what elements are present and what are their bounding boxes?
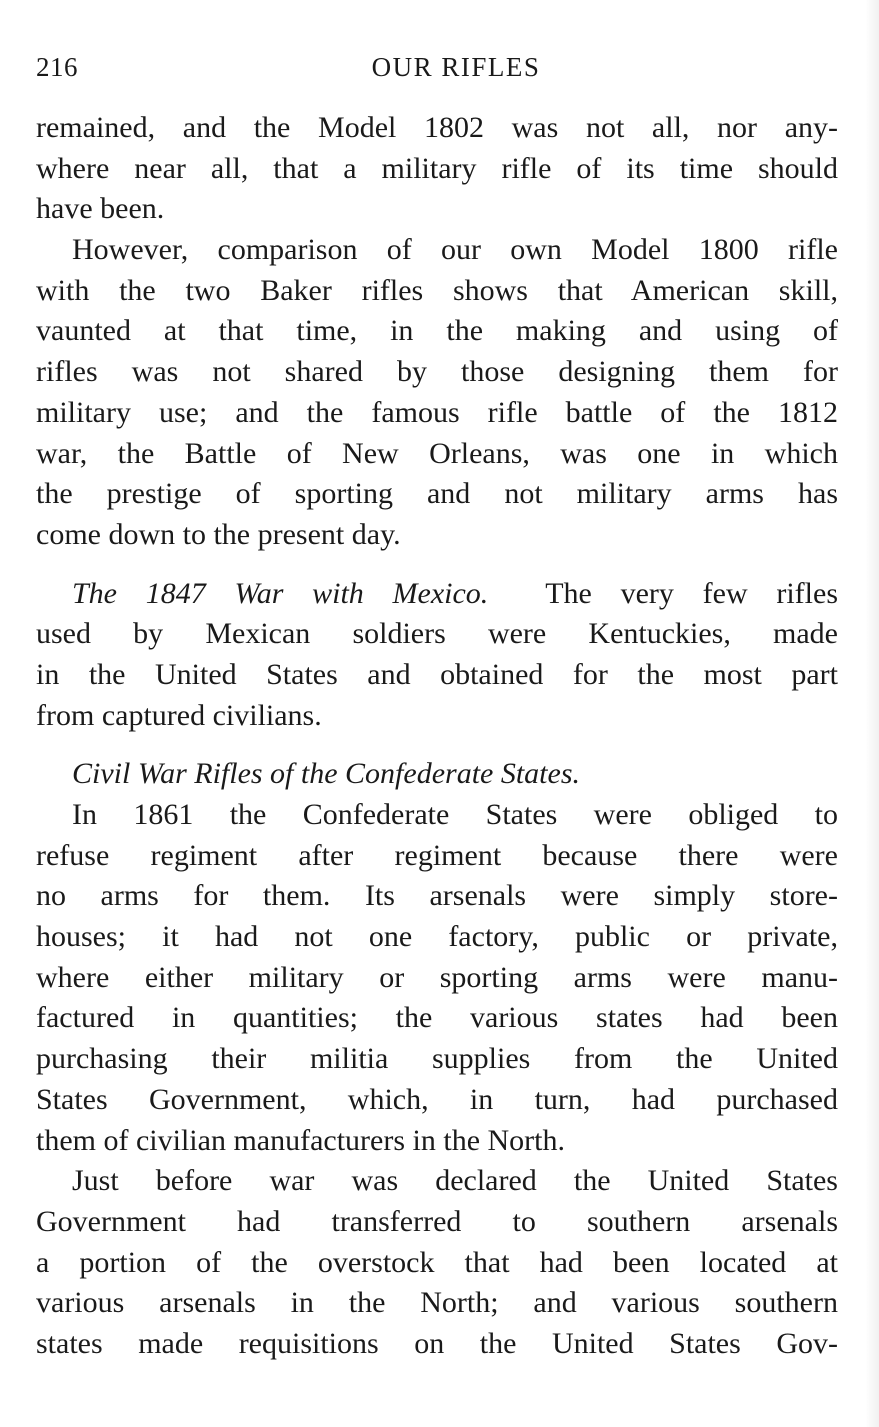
paragraph: [36, 795, 838, 1161]
text-line: States Government, which, in turn, had purchased: [36, 1082, 838, 1116]
text-line: used by Mexican soldiers were Kentuckies, made: [36, 617, 838, 651]
text-line: rifles was not shared by those designing them for: [36, 355, 838, 389]
text-line: factured in quantities; the various states had been: [36, 1001, 838, 1035]
text-line: in the United States and obtained for the most part: [36, 657, 838, 691]
body-text: [36, 108, 838, 1365]
text-line: vaunted at that time, in the making and using of: [36, 314, 838, 348]
text-line: have been.: [36, 192, 165, 226]
text-line: states made requisitions on the United States Gov-: [36, 1326, 838, 1360]
heading-continuation: The very few rifles: [545, 576, 838, 610]
running-head: [36, 52, 836, 88]
page-edge-shadow: [865, 0, 879, 1427]
text-line: Government had transferred to southern arsenals: [36, 1204, 838, 1238]
text-line: military use; and the famous rifle battle of the 1812: [36, 395, 838, 429]
text-line: However, comparison of our own Model 1800 rifle: [72, 233, 838, 267]
text-line: war, the Battle of New Orleans, was one in which: [36, 436, 838, 470]
text-line: come down to the present day.: [36, 517, 401, 551]
paragraph: [36, 754, 838, 795]
text-line: various arsenals in the North; and various southern: [36, 1286, 838, 1320]
paragraph: [36, 230, 838, 556]
text-line: a portion of the overstock that had been located at: [36, 1245, 838, 1279]
text-line: them of civilian manufacturers in the North.: [36, 1123, 565, 1157]
text-line: with the two Baker rifles shows that American skill,: [36, 273, 838, 307]
running-title: OUR RIFLES: [371, 52, 541, 82]
text-line: Just before war was declared the United States: [72, 1164, 838, 1198]
text-line: remained, and the Model 1802 was not all, nor any-: [36, 111, 838, 144]
page-number: 216: [36, 52, 78, 82]
paragraph: [36, 1161, 838, 1364]
text-line: no arms for them. Its arsenals were simply store-: [36, 879, 838, 913]
section-gap: [36, 556, 838, 574]
text-line: [36, 574, 838, 615]
section-gap: [36, 736, 838, 754]
paragraph: [36, 108, 838, 230]
text-line: In 1861 the Confederate States were obliged to: [72, 798, 838, 831]
text-line: purchasing their militia supplies from the United: [36, 1042, 838, 1076]
section-heading: The 1847 War with Mexico.: [72, 576, 489, 610]
text-line: refuse regiment after regiment because there were: [36, 838, 838, 872]
text-line: where near all, that a military rifle of its time should: [36, 151, 838, 185]
text-line: from captured civilians.: [36, 698, 322, 732]
text-line: houses; it had not one factory, public or private,: [36, 920, 838, 954]
text-line: where either military or sporting arms were manu-: [36, 960, 838, 994]
text-line: the prestige of sporting and not military arms has: [36, 477, 838, 511]
section-heading: Civil War Rifles of the Confederate States.: [72, 757, 581, 791]
paragraph: [36, 574, 838, 737]
